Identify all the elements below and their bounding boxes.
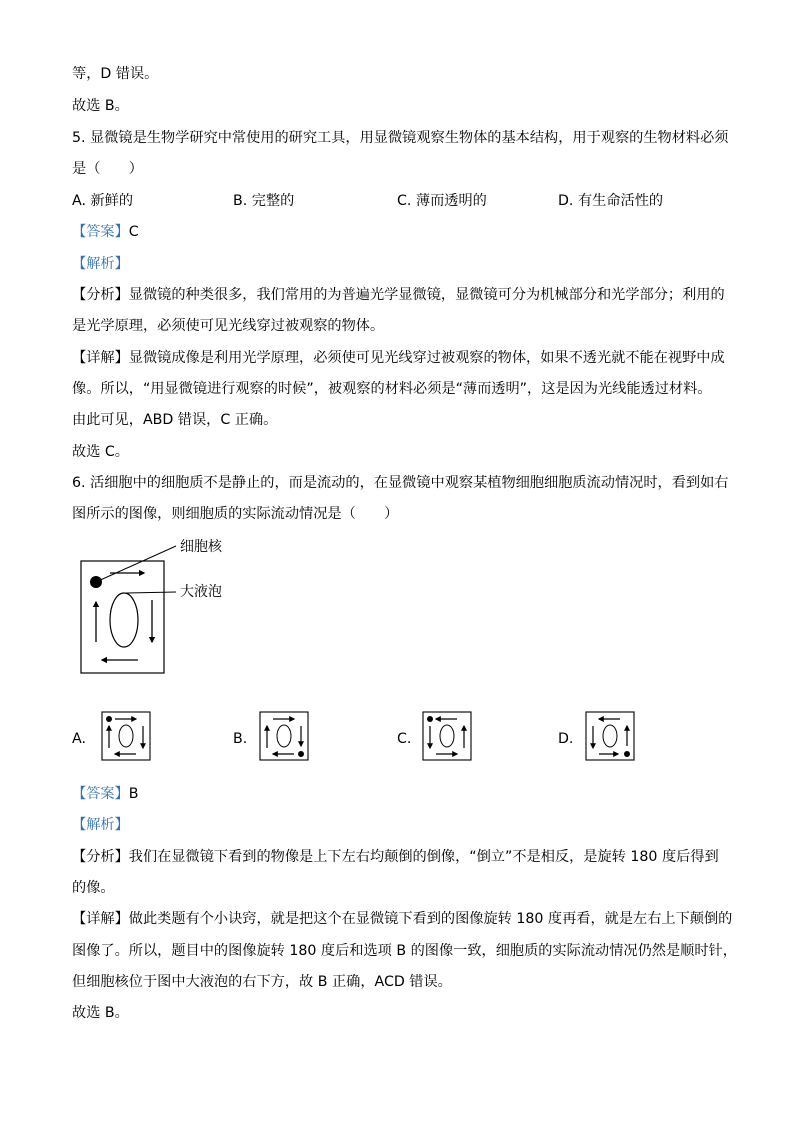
q5-stem-line1: 5. 显微镜是生物学研究中常使用的研究工具，用显微镜观察生物体的基本结构，用于观察的生物材料必须 (72, 130, 729, 146)
q6-option-d-figure[interactable] (584, 710, 636, 762)
q6-option-b-figure[interactable] (258, 710, 310, 762)
q4-choice-text: 故选 B。 (72, 98, 129, 114)
label-vacuole: 大液泡 (180, 584, 222, 600)
q6-answer-value: B (128, 786, 139, 802)
q6-xiangjie-line2: 图像了。所以，题目中的图像旋转 180 度后和选项 B 的图像一致，细胞质的实际流动情况仍然是顺时针， (72, 943, 737, 959)
q6-main-figure (70, 530, 260, 680)
q6-xiangjie-tag: 【详解】 (72, 911, 129, 927)
q6-option-b-label: B. (233, 731, 248, 747)
q5-answer-value: C (128, 224, 139, 240)
q5-fenxi-tag: 【分析】 (72, 287, 129, 303)
vacuole (110, 593, 138, 647)
q5-fenxi-text1: 显微镜的种类很多，我们常用的为普遍光学显微镜，显微镜可分为机械部分和光学部分；利用的 (128, 287, 725, 303)
q5-analysis-tag (72, 254, 129, 274)
q5-stem-line2: 是（ ） (72, 161, 143, 177)
q5-option-d: D. 有生命活性的 (558, 193, 664, 209)
q5-answer-line (72, 222, 139, 242)
q6-option-a-figure[interactable] (100, 710, 152, 762)
q6-stem-line1: 6. 活细胞中的细胞质不是静止的，而是流动的，在显微镜中观察某植物细胞细胞质流动情况时，看到如右 (72, 475, 729, 491)
q5-option-b: B. 完整的 (233, 193, 295, 209)
q5-answer-tag: 【答案】 (72, 224, 129, 240)
q6-stem-line2: 图所示的图像，则细胞质的实际流动情况是（ ） (72, 506, 399, 522)
q6-fenxi-line2: 的像。 (72, 880, 115, 896)
q6-option-c-label: C. (397, 731, 412, 747)
q6-answer-line (72, 784, 139, 804)
q6-xiangjie-line1 (72, 909, 732, 929)
q6-option-c-figure[interactable] (421, 710, 473, 762)
q6-fenxi-text1: 我们在显微镜下看到的物像是上下左右均颠倒的倒像，“倒立”不是相反，是旋转 180 度后得到 (128, 849, 719, 865)
q6-fenxi-tag: 【分析】 (72, 849, 129, 865)
q5-option-c: C. 薄而透明的 (397, 193, 487, 209)
q6-analysis-label: 【解析】 (72, 817, 129, 833)
q5-fenxi-line1 (72, 285, 725, 305)
q5-xiangjie-text1: 显微镜成像是利用光学原理，必须使可见光线穿过被观察的物体，如果不透光就不能在视野中成 (128, 350, 725, 366)
q5-xiangjie-line1 (72, 348, 725, 368)
q5-xiangjie-line3: 由此可见，ABD 错误，C 正确。 (72, 412, 278, 428)
q6-choice-text: 故选 B。 (72, 1005, 129, 1021)
q6-analysis-tag (72, 815, 129, 835)
q5-xiangjie-line2: 像。所以，“用显微镜进行观察的时候”，被观察的材料必须是“薄而透明”，这是因为光线能透过材料。 (72, 381, 712, 397)
q5-xiangjie-tag: 【详解】 (72, 350, 129, 366)
q6-fenxi-line1 (72, 847, 719, 867)
q6-answer-tag: 【答案】 (72, 786, 129, 802)
q4-tail-text: 等，D 错误。 (72, 66, 159, 82)
vacuole-pointer-line (126, 592, 176, 593)
q5-option-a: A. 新鲜的 (72, 193, 134, 209)
label-nucleus: 细胞核 (180, 539, 222, 555)
q5-fenxi-line2: 是光学原理，必须使可见光线穿过被观察的物体。 (72, 318, 385, 334)
q6-xiangjie-text1: 做此类题有个小诀窍，就是把这个在显微镜下看到的图像旋转 180 度再看，就是左右上下颠倒的 (128, 911, 733, 927)
q5-choice-text: 故选 C。 (72, 444, 129, 460)
q5-analysis-label: 【解析】 (72, 256, 129, 272)
q6-option-a-label: A. (72, 731, 86, 747)
q6-xiangjie-line3: 但细胞核位于图中大液泡的右下方，故 B 正确，ACD 错误。 (72, 974, 452, 990)
q6-option-d-label: D. (558, 731, 574, 747)
